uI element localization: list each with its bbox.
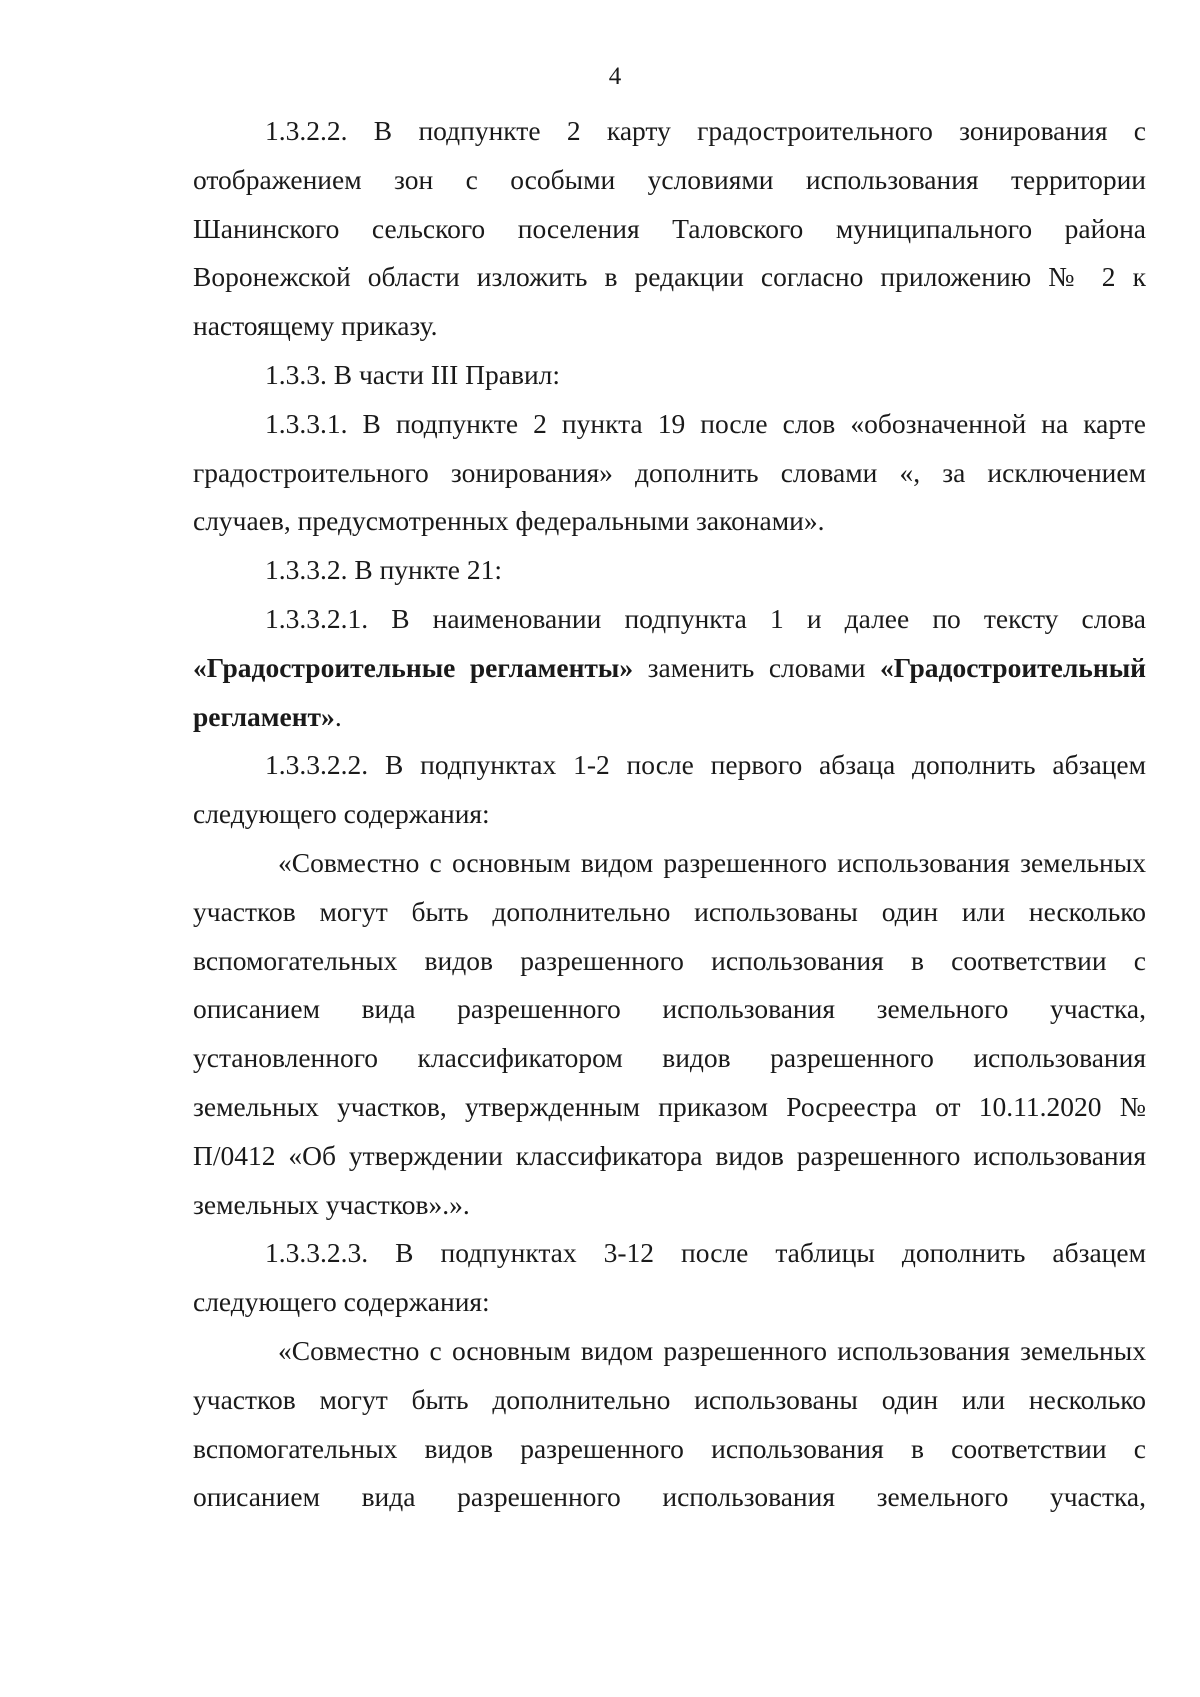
paragraph-1-3-3-2-3: 1.3.3.2.3. В подпунктах 3-12 после таблицы дополнить абзацем следующего содержания: <box>193 1237 1146 1318</box>
quoted-paragraph-1: «Совместно с основным видом разрешенного использования земельных участков могут быть дополнительно использованы один или несколько вспомогательных видов разрешенного использования в соответствии с описанием вида разрешенного использования земельного участка, установленного классификатором видов разрешенного использования земельных участков, утвержденным приказом Росреестра от 10.11.2020 № П/0412 «Об утверждении классификатора видов разрешенного использования земельных участков».». <box>193 846 1146 1220</box>
paragraph-1-3-3-1: 1.3.3.1. В подпункте 2 пункта 19 после слов «обозначенной на карте градостроительного зонирования» дополнить словами «, за исключением случаев, предусмотренных федеральными законами». <box>193 407 1146 537</box>
paragraph-1-3-3-2-2: 1.3.3.2.2. В подпунктах 1-2 после первого абзаца дополнить абзацем следующего содержания: <box>193 749 1146 830</box>
paragraph-1-3-3-2-1-tail: . <box>334 700 342 732</box>
bold-term-new: «Градостроительный регламент» <box>193 651 1147 732</box>
paragraph-1-3-2-2: 1.3.2.2. В подпункте 2 карту градостроительного зонирования с отображением зон с особыми условиями использования территории Шанинского сельского поселения Таловского муниципального района Воронежской области изложить в редакции согласно приложению № 2 к настоящему приказу. <box>193 115 1146 342</box>
paragraph-1-3-3: 1.3.3. В части III Правил: <box>265 358 561 390</box>
bold-term-old: «Градостроительные регламенты» <box>193 651 634 683</box>
paragraph-1-3-3-2: 1.3.3.2. В пункте 21: <box>265 554 503 586</box>
document-body <box>193 107 1146 1522</box>
paragraph-1-3-3-2-1-middle: заменить словами <box>647 651 866 683</box>
paragraph-1-3-3-2-1 <box>193 595 1146 741</box>
paragraph-1-3-3-2-1-lead: 1.3.3.2.1. В наименовании подпункта 1 и далее по тексту слова <box>265 602 1146 634</box>
page-number: 4 <box>608 63 622 90</box>
quoted-paragraph-2: «Совместно с основным видом разрешенного использования земельных участков могут быть дополнительно использованы один или несколько вспомогательных видов разрешенного использования в соответствии с описанием вида разрешенного использования земельного участка, <box>193 1334 1146 1513</box>
